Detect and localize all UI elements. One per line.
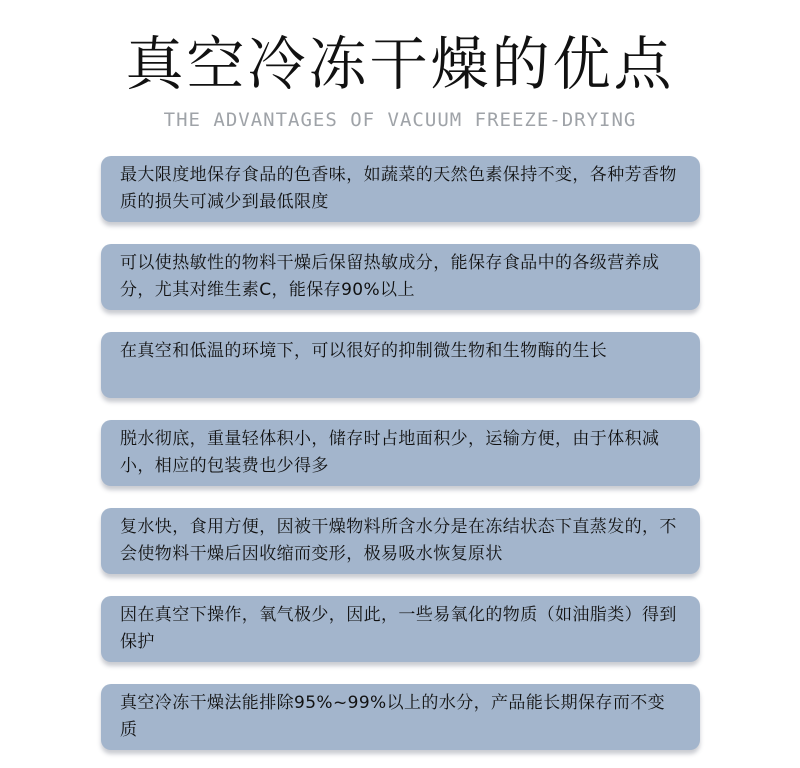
advantage-card-2 (101, 244, 700, 310)
page-title: 真空冷冻干燥的优点 (125, 30, 675, 98)
page-subtitle: THE ADVANTAGES OF VACUUM FREEZE-DRYING (163, 109, 637, 131)
advantage-text-5: 复水快，食用方便，因被干燥物料所含水分是在冻结状态下直蒸发的，不会使物料干燥后因收缩而变形，极易吸水恢复原状 (120, 517, 677, 564)
advantage-text-3: 在真空和低温的环境下，可以很好的抑制微生物和生物酶的生长 (120, 341, 608, 361)
advantage-text-4: 脱水彻底，重量轻体积小，储存时占地面积少，运输方便，由于体积减小，相应的包装费也少得多 (120, 429, 660, 476)
advantage-card-4 (101, 420, 700, 486)
advantage-card-7 (101, 684, 700, 750)
advantage-card-6 (101, 596, 700, 662)
advantages-list (101, 156, 700, 768)
advantage-text-6: 因在真空下操作，氧气极少，因此，一些易氧化的物质（如油脂类）得到保护 (120, 605, 677, 652)
advantage-text-2: 可以使热敏性的物料干燥后保留热敏成分，能保存食品中的各级营养成分，尤其对维生素C，能保存90%以上 (120, 253, 660, 300)
advantage-text-1: 最大限度地保存食品的色香味，如蔬菜的天然色素保持不变，各种芳香物质的损失可减少到最低限度 (120, 165, 677, 212)
advantage-card-3 (101, 332, 700, 398)
advantage-text-7: 真空冷冻干燥法能排除95%~99%以上的水分，产品能长期保存而不变质 (120, 693, 666, 740)
advantage-card-1 (101, 156, 700, 222)
advantage-card-5 (101, 508, 700, 574)
